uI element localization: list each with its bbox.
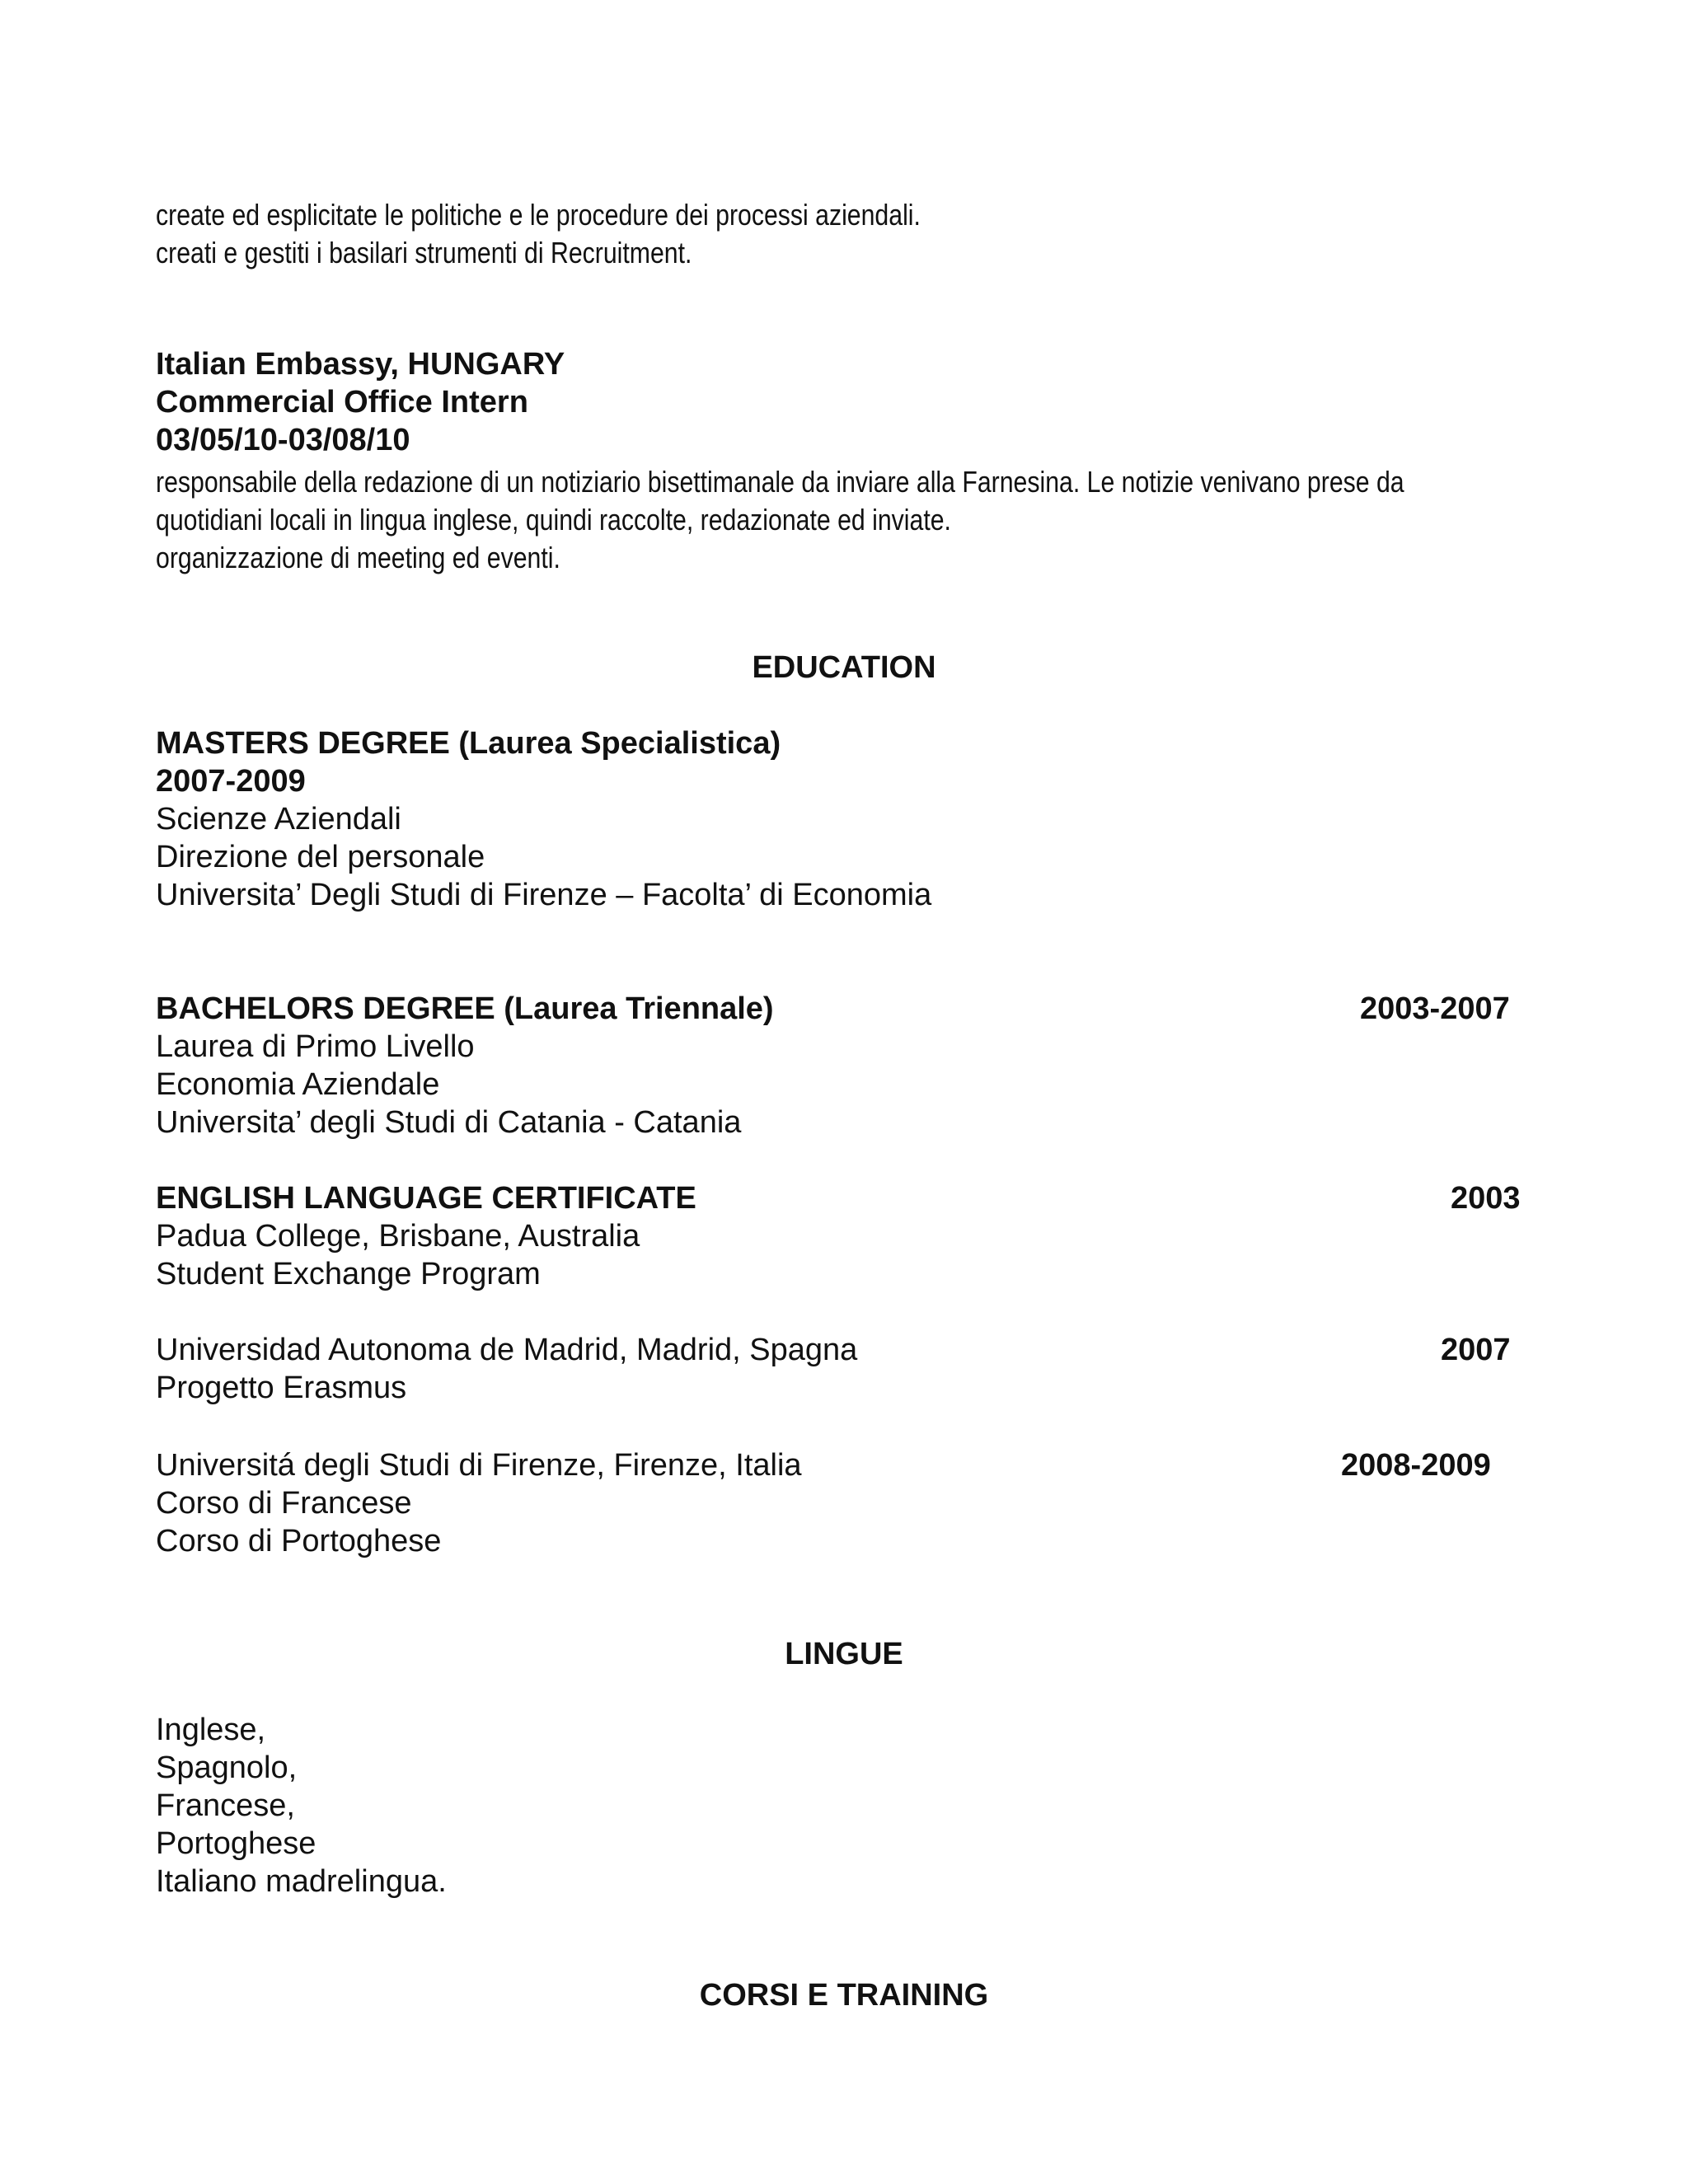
firenze-line-1: Corso di Francese [156, 1486, 412, 1521]
masters-specialization: Direzione del personale [156, 840, 485, 874]
madrid-line-1: Progetto Erasmus [156, 1371, 407, 1405]
job-desc-1: responsabile della redazione di un notiziario bisettimanale da inviare alla Farnesina. Le notizie venivano prese da [156, 465, 1404, 499]
language-item: Francese, [156, 1788, 295, 1823]
job-role: Commercial Office Intern [156, 385, 528, 419]
language-item: Spagnolo, [156, 1750, 298, 1785]
english-year: 2003 [1451, 1181, 1521, 1216]
education-heading: EDUCATION [752, 650, 936, 685]
language-item: Italiano madrelingua. [156, 1864, 447, 1899]
bachelors-line-2: Economia Aziendale [156, 1067, 440, 1102]
intro-line-2: creati e gestiti i basilari strumenti di Recruitment. [156, 236, 692, 269]
madrid-title: Universidad Autonoma de Madrid, Madrid, Spagna [156, 1333, 858, 1367]
job-desc-3: organizzazione di meeting ed eventi. [156, 541, 560, 574]
bachelors-title: BACHELORS DEGREE (Laurea Triennale) [156, 991, 774, 1026]
bachelors-years: 2003-2007 [1360, 991, 1510, 1026]
firenze-years: 2008-2009 [1341, 1448, 1491, 1483]
intro-line-1: create ed esplicitate le politiche e le procedure dei processi aziendali. [156, 198, 921, 232]
bachelors-line-1: Laurea di Primo Livello [156, 1029, 475, 1064]
english-line-1: Padua College, Brisbane, Australia [156, 1219, 640, 1254]
language-item: Inglese, [156, 1713, 266, 1747]
job-dates: 03/05/10-03/08/10 [156, 423, 410, 457]
job-company: Italian Embassy, HUNGARY [156, 347, 565, 382]
firenze-line-2: Corso di Portoghese [156, 1524, 442, 1558]
english-line-2: Student Exchange Program [156, 1257, 541, 1291]
madrid-year: 2007 [1441, 1333, 1511, 1367]
masters-field: Scienze Aziendali [156, 802, 401, 837]
firenze-title: Universitá degli Studi di Firenze, Firenze, Italia [156, 1448, 802, 1483]
english-title: ENGLISH LANGUAGE CERTIFICATE [156, 1181, 696, 1216]
masters-years: 2007-2009 [156, 764, 306, 799]
masters-school: Universita’ Degli Studi di Firenze – Facolta’ di Economia [156, 878, 932, 912]
masters-title: MASTERS DEGREE (Laurea Specialistica) [156, 726, 781, 761]
languages-heading: LINGUE [785, 1637, 903, 1671]
language-item: Portoghese [156, 1826, 316, 1861]
courses-heading: CORSI E TRAINING [699, 1978, 989, 2013]
bachelors-line-3: Universita’ degli Studi di Catania - Catania [156, 1105, 742, 1140]
job-desc-2: quotidiani locali in lingua inglese, quindi raccolte, redazionate ed inviate. [156, 503, 951, 537]
